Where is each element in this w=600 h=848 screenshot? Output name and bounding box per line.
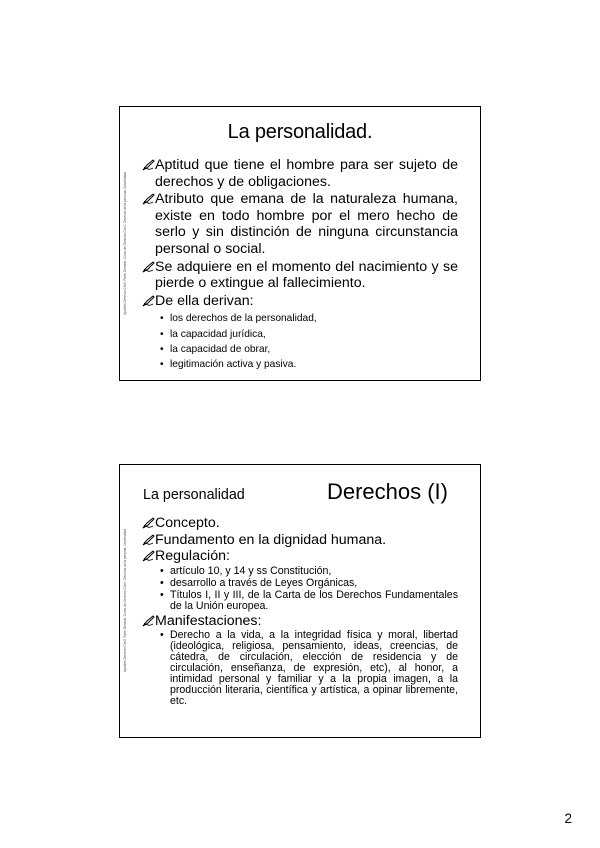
sub-list-item: • la capacidad jurídica,	[160, 327, 458, 342]
list-item: Atributo que emana de la naturaleza humana, existe en todo hombre por el mero hecho de serlo y sin distinción de ninguna circunstancia personal o social.	[142, 191, 458, 257]
writing-hand-icon	[142, 193, 155, 205]
list-item: Regulación:	[142, 548, 458, 565]
list-item: Aptitud que tiene el hombre para ser sujeto de derechos y de obligaciones.	[142, 157, 458, 190]
writing-hand-icon	[142, 159, 155, 171]
list-item: Concepto.	[142, 515, 458, 532]
slide-body	[142, 515, 458, 708]
sub-list-item: • legitimación activa y pasiva.	[160, 357, 458, 372]
slide-body	[142, 157, 458, 372]
writing-hand-icon	[142, 550, 155, 562]
sub-list	[142, 566, 458, 612]
writing-hand-icon	[142, 261, 155, 273]
sub-list-item: • Títulos I, II y III, de la Carta de los Derechos Fundamentales de la Unión europea.	[160, 590, 458, 612]
sub-list	[142, 311, 458, 372]
writing-hand-icon	[142, 295, 155, 307]
list-item: Se adquiere en el momento del nacimiento y se pierde o extingue al fallecimiento.	[142, 259, 458, 292]
slide-title: Derechos (I)	[326, 479, 448, 504]
side-note: Apuntes Derecho Civil I Parte General. Curso de Derecho Civil I. Derecho de la persona. Universidad	[123, 529, 127, 673]
page-number: 2	[564, 811, 572, 826]
writing-hand-icon	[142, 615, 155, 627]
slide-section-label: La personalidad	[143, 487, 245, 503]
slide-personalidad	[119, 106, 481, 381]
sub-list-item: • artículo 10, y 14 y ss Constitución,	[160, 566, 458, 577]
sub-list-item: • los derechos de la personalidad,	[160, 311, 458, 326]
slide-derechos	[119, 464, 481, 738]
sub-list	[142, 630, 458, 707]
sub-list-item: • Derecho a la vida, a la integridad física y moral, libertad (ideológica, religiosa, pensamiento, ideas, creencias, de cátedra, de circulación, elección de residencia y de circulación, enseñanza, de expresión, etc), al honor, a intimidad personal y familiar y a la propia imagen, a la producción literaria, científica y artística, a opinar libremente, etc.	[160, 630, 458, 707]
sub-list-item: • la capacidad de obrar,	[160, 342, 458, 357]
side-note: Apuntes Derecho Civil I Parte General. Curso de Derecho Civil I. Derecho de la persona. Universidad	[123, 172, 127, 315]
list-item: De ella derivan:	[142, 293, 458, 310]
slide-title: La personalidad.	[227, 121, 373, 143]
list-item: Manifestaciones:	[142, 613, 458, 630]
writing-hand-icon	[142, 534, 155, 546]
list-item: Fundamento en la dignidad humana.	[142, 532, 458, 549]
writing-hand-icon	[142, 517, 155, 529]
sub-list-item: • desarrollo a través de Leyes Orgánicas,	[160, 578, 458, 589]
